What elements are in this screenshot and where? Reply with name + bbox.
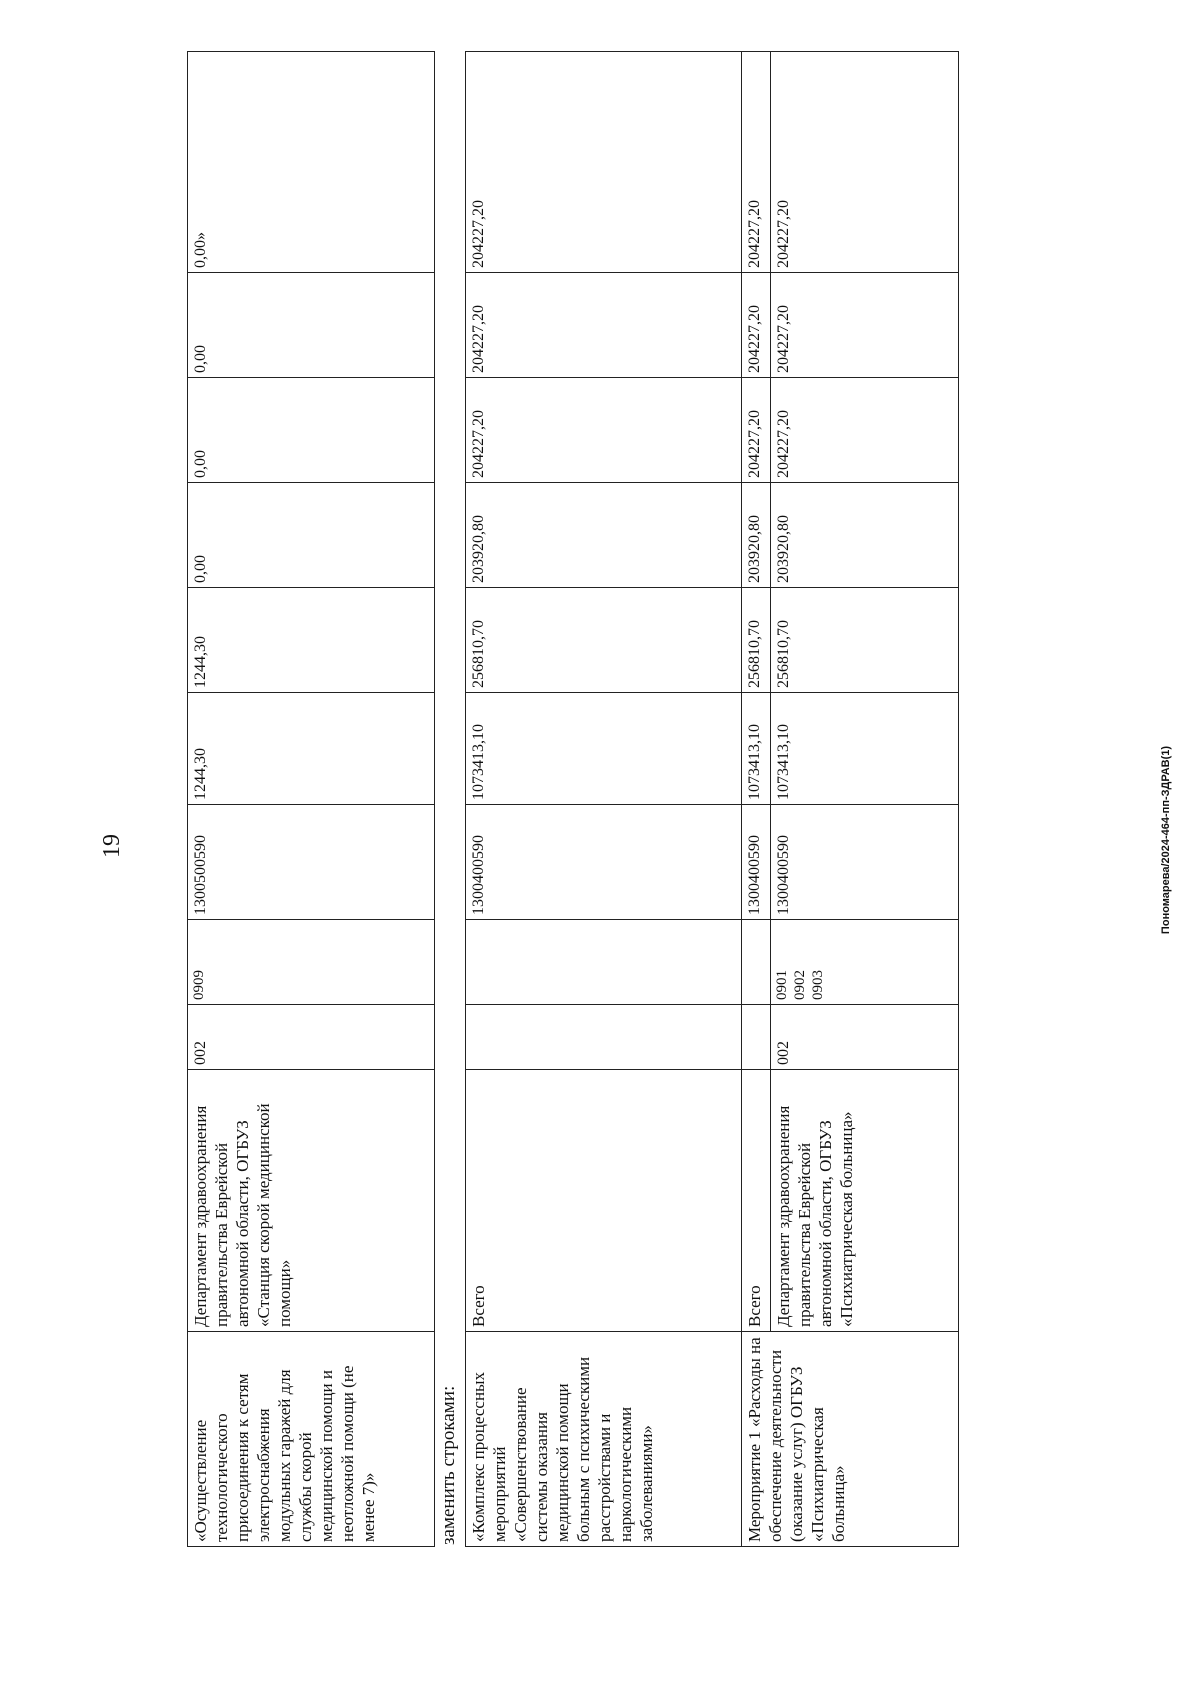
measure-name-cell: «Осуществление технологического присоединения к сетям электроснабжения модульных гаражей для службы скорой медицинской помощи и неотложной помощи (не менее 7)» [188, 1332, 435, 1547]
year-2028-cell: 0,00» [188, 52, 435, 273]
year-2026-cell: 0,00 [188, 378, 435, 483]
measure-total-year-2028-cell: 204227,20 [742, 52, 771, 273]
complex-year-2025-cell: 203920,80 [466, 483, 742, 588]
complex-grbs-cell [466, 1005, 742, 1070]
complex-name-cell: «Комплекс процессных мероприятий «Совершенствование системы оказания медицинской помощи больным с психическими расстройствами и наркологическими заболеваниями» [466, 1332, 742, 1547]
measure-total-year-2027-cell: 204227,20 [742, 273, 771, 378]
complex-year-2026-cell: 204227,20 [466, 378, 742, 483]
replace-with-rows-text: заменить строками: [438, 1385, 459, 1545]
measure-dept-grbs-cell: 002 [771, 1005, 959, 1070]
complex-year-2027-cell: 204227,20 [466, 273, 742, 378]
measure-total-csr-cell: 1300400590 [742, 805, 771, 920]
measure-dept-csr-cell: 1300400590 [771, 805, 959, 920]
table-bottom [465, 51, 959, 1547]
measure-total-total-cell: 1073413,10 [742, 693, 771, 805]
complex-total-cell: 1073413,10 [466, 693, 742, 805]
measure-total-executor-cell: Всего [742, 1070, 771, 1332]
table-row-complex [466, 52, 742, 1547]
table-row-measure-department [771, 52, 959, 1547]
total-cell: 1244,30 [188, 693, 435, 805]
complex-executor-cell: Всего [466, 1070, 742, 1332]
measure-dept-year-2026-cell: 204227,20 [771, 378, 959, 483]
csr-cell: 1300500590 [188, 805, 435, 920]
measure-dept-total-cell: 1073413,10 [771, 693, 959, 805]
year-2024-cell: 1244,30 [188, 588, 435, 693]
complex-rzpr-cell [466, 920, 742, 1005]
measure-total-rzpr-cell [742, 920, 771, 1005]
complex-year-2024-cell: 256810,70 [466, 588, 742, 693]
measure-total-year-2026-cell: 204227,20 [742, 378, 771, 483]
measure-dept-year-2025-cell: 203920,80 [771, 483, 959, 588]
measure-dept-executor-cell: Департамент здравоохранения правительства Еврейской автономной области, ОГБУЗ «Психиатрическая больница» [771, 1070, 959, 1332]
measure-dept-year-2027-cell: 204227,20 [771, 273, 959, 378]
rzpr-cell: 0909 [188, 920, 435, 1005]
measure-total-grbs-cell [742, 1005, 771, 1070]
table-row [188, 52, 435, 1547]
year-2027-cell: 0,00 [188, 273, 435, 378]
grbs-cell: 002 [188, 1005, 435, 1070]
rotated-document [187, 52, 1052, 1547]
measure-dept-year-2028-cell: 204227,20 [771, 52, 959, 273]
page-number: 19 [99, 834, 125, 858]
measure-total-year-2025-cell: 203920,80 [742, 483, 771, 588]
complex-csr-cell: 1300400590 [466, 805, 742, 920]
measure-name-cell: Мероприятие 1 «Расходы на обеспечение деятельности (оказание услуг) ОГБУЗ «Психиатрическая больница» [742, 1332, 959, 1547]
table-top [187, 51, 435, 1547]
complex-year-2028-cell: 204227,20 [466, 52, 742, 273]
measure-total-year-2024-cell: 256810,70 [742, 588, 771, 693]
year-2025-cell: 0,00 [188, 483, 435, 588]
footer-document-code: Пономарева/2024-464-пп-ЗДРАВ(1) [1160, 745, 1172, 935]
measure-dept-year-2024-cell: 256810,70 [771, 588, 959, 693]
table-row-measure-total [742, 52, 771, 1547]
measure-dept-rzpr-cell: 0901 0902 0903 [771, 920, 959, 1005]
executor-cell: Департамент здравоохранения правительства Еврейской автономной области, ОГБУЗ «Станция скорой медицинской помощи» [188, 1070, 435, 1332]
